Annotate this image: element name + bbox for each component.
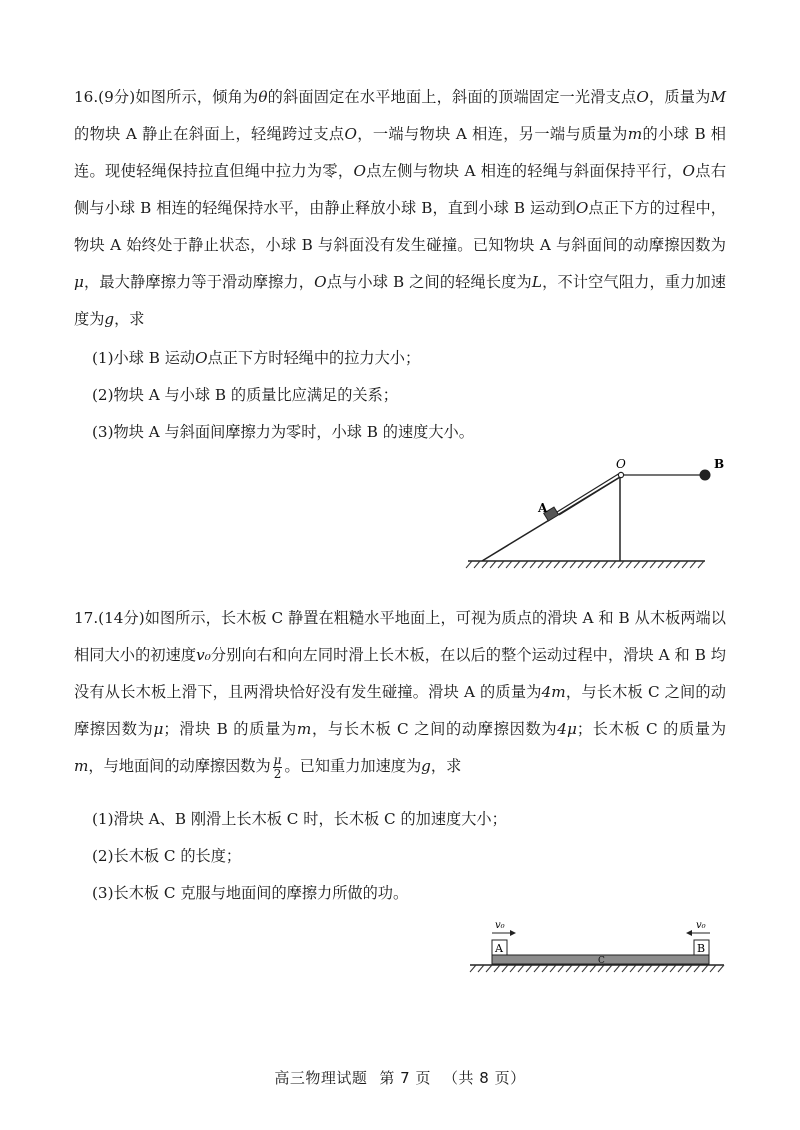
- q17-sub3: (3)长木板 C 克服与地面间的摩擦力所做的功。: [92, 884, 409, 902]
- q16-ball-B: [700, 470, 711, 481]
- q17-label-v0-right: v₀: [696, 920, 706, 931]
- q16-pivot-O: [618, 472, 623, 477]
- q17-label-A: A: [495, 942, 503, 955]
- q16-rope-left: [559, 476, 622, 515]
- q17-label-v0-left: v₀: [495, 920, 505, 931]
- q16-label-A: A: [538, 501, 548, 515]
- q16-sub3: (3)物块 A 与斜面间摩擦力为零时，小球 B 的速度大小。: [92, 423, 474, 441]
- q16-number: 16.: [74, 88, 99, 106]
- footer-page: 第 7 页: [379, 1069, 431, 1087]
- q16-ground-hatch: [466, 561, 704, 568]
- q16-label-B: B: [714, 457, 725, 471]
- q17-ground-hatch: [470, 965, 724, 972]
- q16-rope-left-2: [557, 473, 620, 512]
- q17-fraction: $\frac{\mu}{2}$: [273, 752, 282, 781]
- q17-number: 17.: [74, 609, 99, 627]
- q17-score: (14分): [98, 609, 145, 627]
- q17-stem: 17.(14分)如图所示，长木板 C 静置在粗糙水平地面上，可视为质点的滑块 A 和 B 从木板两端以相同大小的初速度v₀分别向右和向左同时滑上长木板，在以后的整个运动过程中，滑块 A 和 B 均没有从长木板上滑下，且两滑块恰好没有发生碰撞。滑块 A 的质量为4m，与长木板 C 之间的动摩擦因数为μ；滑块 B 的质量为m，与长木板 C 之间的动摩擦因数为4μ；长木板 C 的质量为m，与地面间的动摩擦因数为 $\frac{\mu}{2}$ 。已知重力加速度为g，求: [74, 609, 727, 781]
- q17-sub2: (2)长木板 C 的长度；: [92, 847, 242, 865]
- page-footer: [0, 1067, 800, 1088]
- q17-label-B: B: [697, 942, 706, 955]
- q16-label-O: O: [616, 457, 626, 471]
- q16-sub1: (1)小球 B 运动O点正下方时轻绳中的拉力大小；: [92, 349, 421, 367]
- q17-label-C: C: [598, 956, 605, 966]
- q17-sub1: (1)滑块 A、B 刚滑上长木板 C 时，长木板 C 的加速度大小；: [92, 810, 507, 828]
- q16-score: (9分): [98, 88, 136, 106]
- footer-subject: 高三物理试题: [274, 1069, 368, 1087]
- q16-figure: [460, 455, 730, 575]
- q17-figure: [462, 918, 732, 988]
- q16-sub2: (2)物块 A 与小球 B 的质量比应满足的关系；: [92, 386, 398, 404]
- footer-total: （共 8 页）: [443, 1069, 526, 1087]
- q16-stem: 16.(9分)如图所示，倾角为θ的斜面固定在水平地面上，斜面的顶端固定一光滑支点O，质量为M的物块 A 静止在斜面上，轻绳跨过支点O，一端与物块 A 相连，另一端与质量为m的小球 B 相连。现使轻绳保持拉直但绳中拉力为零，O点左侧与物块 A 相连的轻绳与斜面保持平行，O点右侧与小球 B 相连的轻绳保持水平，由静止释放小球 B，直到小球 B 运动到O点正下方的过程中，物块 A 始终处于静止状态，小球 B 与斜面没有发生碰撞。已知物块 A 与斜面间的动摩擦因数为μ，最大静摩擦力等于滑动摩擦力，O点与小球 B 之间的轻绳长度为L，不计空气阻力，重力加速度为g，求: [74, 88, 727, 328]
